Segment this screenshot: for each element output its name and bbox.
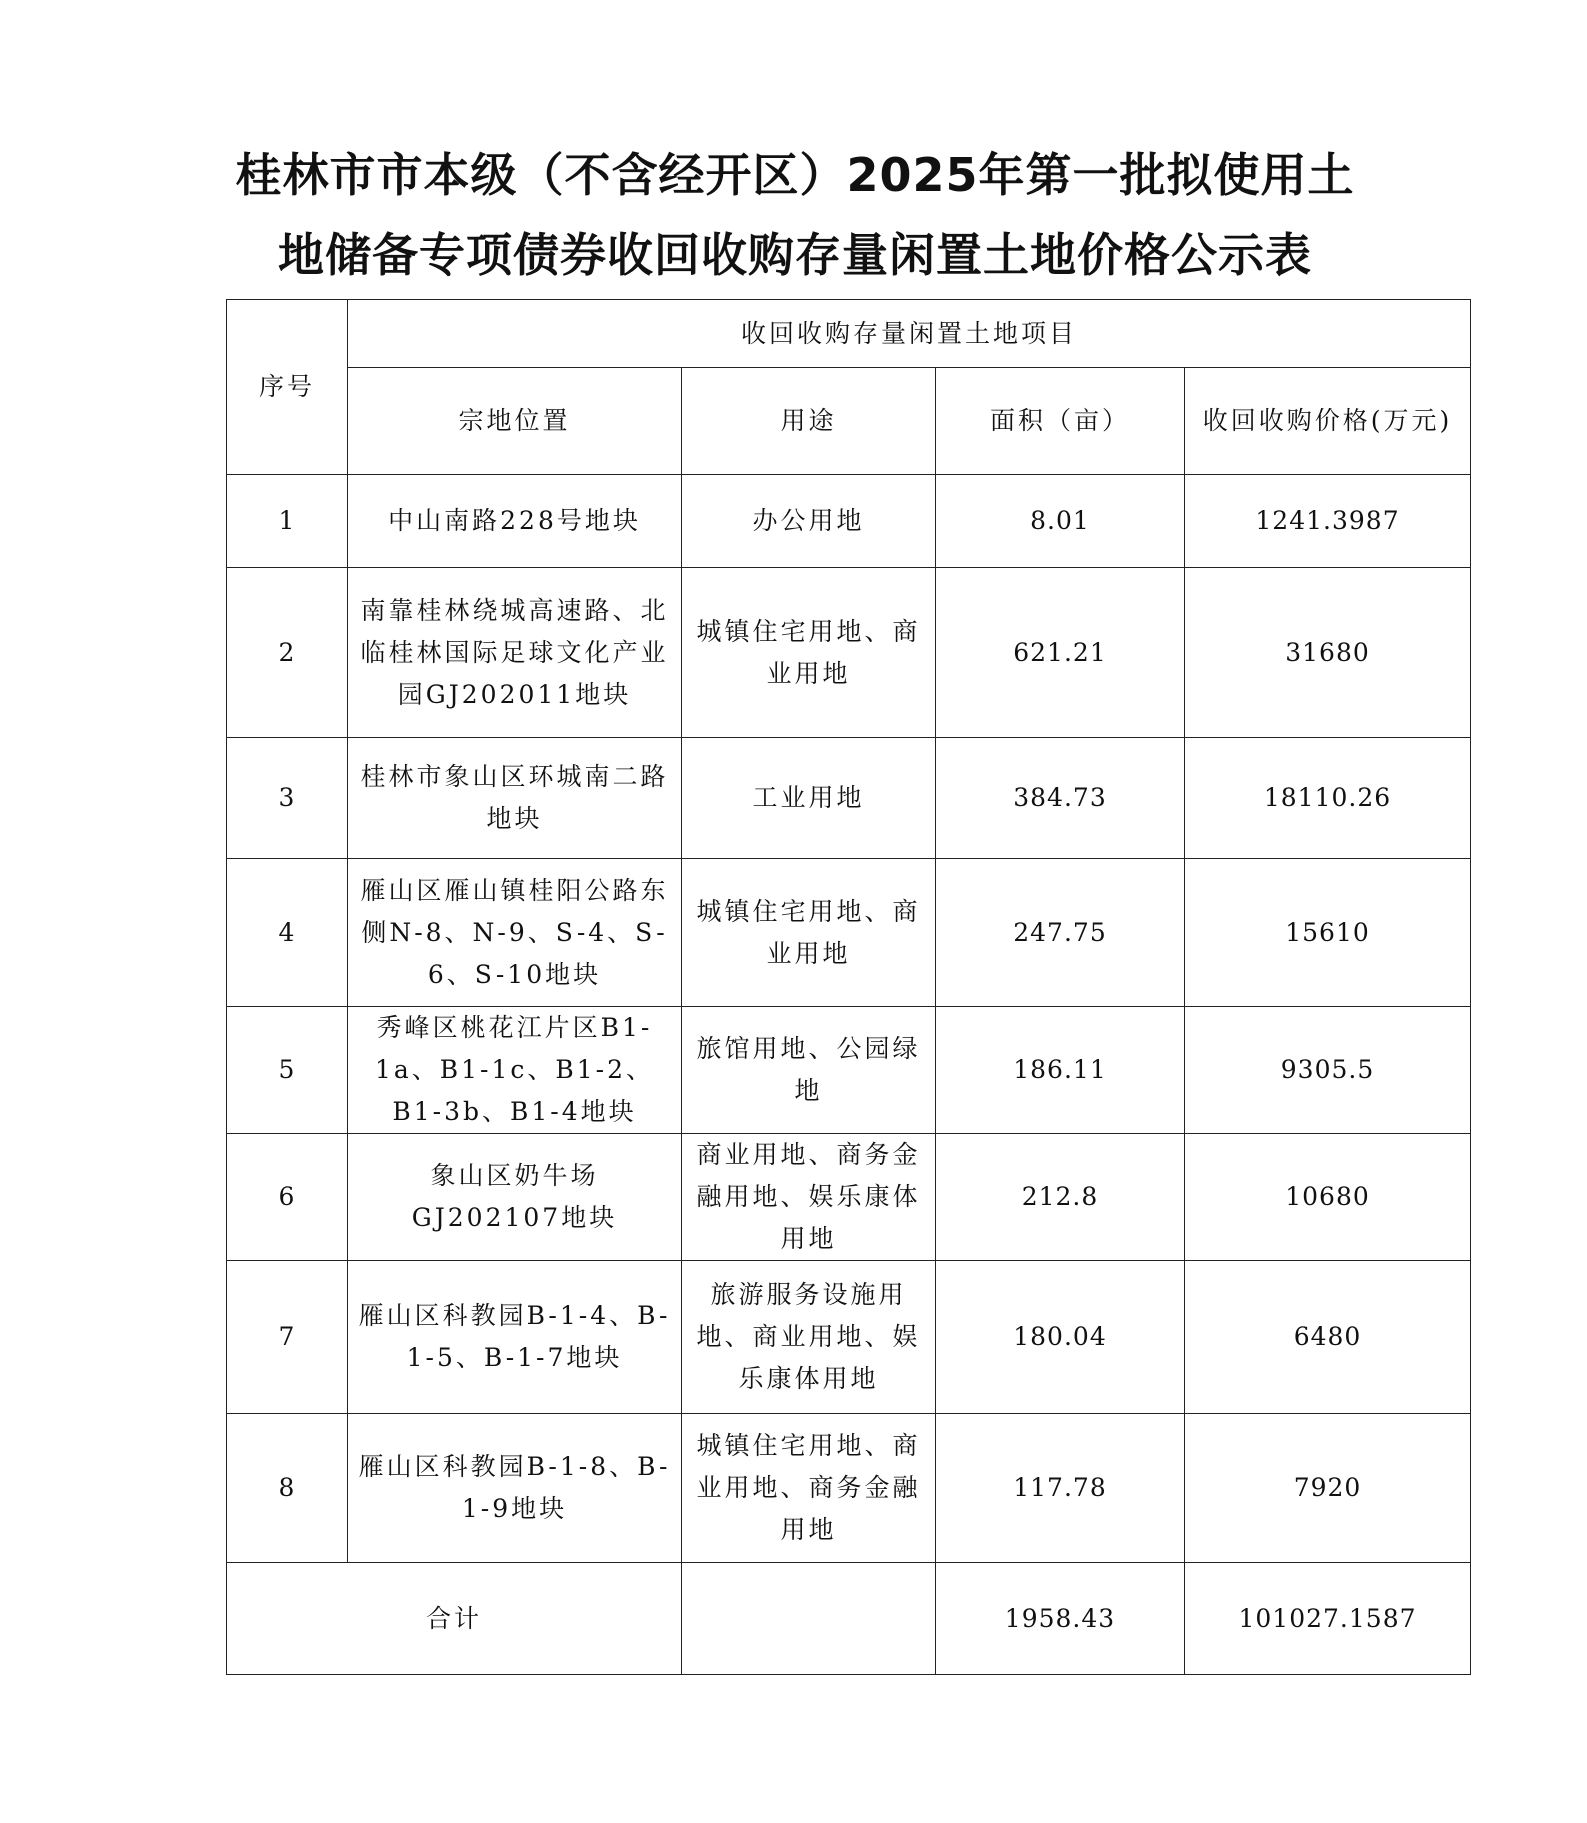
cell-no: 8 — [227, 1414, 348, 1563]
cell-no: 4 — [227, 859, 348, 1007]
cell-price: 31680 — [1185, 568, 1471, 738]
header-group: 收回收购存量闲置土地项目 — [348, 300, 1471, 368]
table-subheader-row — [227, 368, 1471, 475]
cell-usage: 旅馆用地、公园绿地 — [682, 1007, 936, 1134]
cell-location: 南靠桂林绕城高速路、北临桂林国际足球文化产业园GJ202011地块 — [348, 568, 682, 738]
cell-usage: 城镇住宅用地、商业用地、商务金融用地 — [682, 1414, 936, 1563]
cell-no: 6 — [227, 1134, 348, 1261]
land-price-table — [226, 299, 1471, 1675]
total-label: 合计 — [227, 1563, 682, 1675]
cell-usage: 旅游服务设施用地、商业用地、娱乐康体用地 — [682, 1261, 936, 1414]
cell-price: 6480 — [1185, 1261, 1471, 1414]
cell-no: 2 — [227, 568, 348, 738]
cell-location: 雁山区雁山镇桂阳公路东侧N-8、N-9、S-4、S-6、S-10地块 — [348, 859, 682, 1007]
table-row — [227, 475, 1471, 568]
cell-price: 10680 — [1185, 1134, 1471, 1261]
table-total-row — [227, 1563, 1471, 1675]
cell-no: 3 — [227, 738, 348, 859]
cell-location: 中山南路228号地块 — [348, 475, 682, 568]
cell-area: 247.75 — [936, 859, 1185, 1007]
cell-area: 186.11 — [936, 1007, 1185, 1134]
cell-area: 212.8 — [936, 1134, 1185, 1261]
cell-usage: 城镇住宅用地、商业用地 — [682, 568, 936, 738]
total-price: 101027.1587 — [1185, 1563, 1471, 1675]
cell-location: 象山区奶牛场GJ202107地块 — [348, 1134, 682, 1261]
header-index: 序号 — [227, 300, 348, 475]
table-row — [227, 859, 1471, 1007]
cell-area: 8.01 — [936, 475, 1185, 568]
header-price: 收回收购价格(万元) — [1185, 368, 1471, 475]
cell-usage: 工业用地 — [682, 738, 936, 859]
cell-area: 384.73 — [936, 738, 1185, 859]
cell-usage: 商业用地、商务金融用地、娱乐康体用地 — [682, 1134, 936, 1261]
cell-no: 5 — [227, 1007, 348, 1134]
total-area: 1958.43 — [936, 1563, 1185, 1675]
cell-location: 秀峰区桃花江片区B1-1a、B1-1c、B1-2、B1-3b、B1-4地块 — [348, 1007, 682, 1134]
header-usage: 用途 — [682, 368, 936, 475]
cell-area: 621.21 — [936, 568, 1185, 738]
table-row — [227, 738, 1471, 859]
cell-price: 9305.5 — [1185, 1007, 1471, 1134]
cell-no: 7 — [227, 1261, 348, 1414]
header-location: 宗地位置 — [348, 368, 682, 475]
cell-no: 1 — [227, 475, 348, 568]
table-row — [227, 1261, 1471, 1414]
cell-usage: 办公用地 — [682, 475, 936, 568]
header-area: 面积（亩） — [936, 368, 1185, 475]
cell-price: 15610 — [1185, 859, 1471, 1007]
cell-location: 桂林市象山区环城南二路地块 — [348, 738, 682, 859]
cell-location: 雁山区科教园B-1-4、B-1-5、B-1-7地块 — [348, 1261, 682, 1414]
cell-usage: 城镇住宅用地、商业用地 — [682, 859, 936, 1007]
table-row — [227, 1414, 1471, 1563]
total-usage — [682, 1563, 936, 1675]
cell-price: 18110.26 — [1185, 738, 1471, 859]
cell-area: 180.04 — [936, 1261, 1185, 1414]
table-row — [227, 1134, 1471, 1261]
table-row — [227, 568, 1471, 738]
table-header-row — [227, 300, 1471, 368]
cell-area: 117.78 — [936, 1414, 1185, 1563]
document-title-line-2: 地储备专项债券收回收购存量闲置土地价格公示表 — [278, 228, 1312, 282]
cell-price: 1241.3987 — [1185, 475, 1471, 568]
document-title-line-1: 桂林市市本级（不含经开区）2025年第一批拟使用土 — [235, 148, 1355, 202]
table-row — [227, 1007, 1471, 1134]
cell-location: 雁山区科教园B-1-8、B-1-9地块 — [348, 1414, 682, 1563]
cell-price: 7920 — [1185, 1414, 1471, 1563]
